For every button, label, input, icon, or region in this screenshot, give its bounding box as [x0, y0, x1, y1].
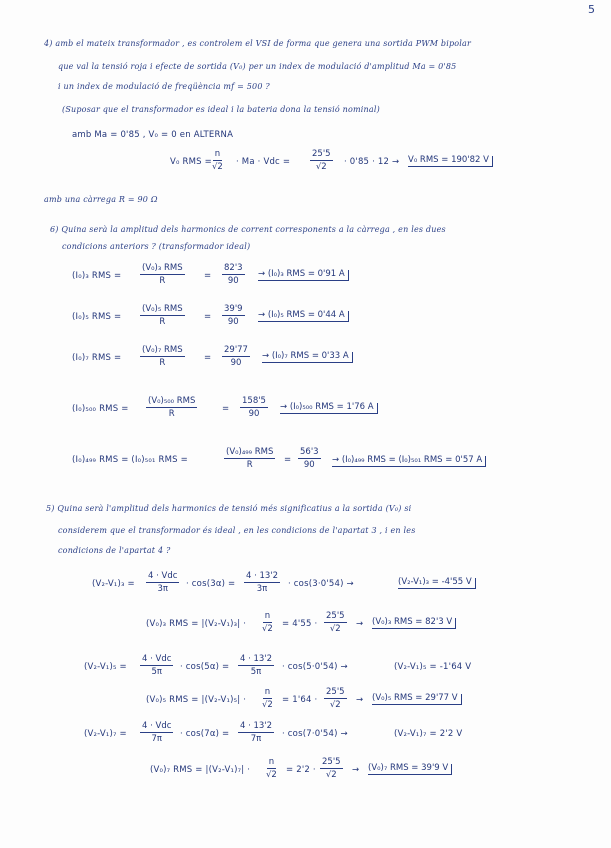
q5-row-3-num2: 25'5	[326, 687, 345, 697]
q4-result: V₀ RMS = 190'82 V	[408, 156, 493, 167]
q4-eq-frac2-den: √2	[315, 161, 327, 172]
q6-row-4-frac	[224, 448, 275, 469]
q6-row-0-den2: 90	[227, 275, 239, 286]
q6-row-3-den2: 90	[248, 408, 260, 419]
q5-row-0-num: 4 · Vdc	[148, 571, 178, 581]
q5-row-1-den: √2	[262, 623, 273, 634]
q5-row-0-num2: 4 · 13'2	[246, 571, 279, 581]
q6-row-2-den2: 90	[230, 357, 242, 368]
q5-row-0-frac2	[244, 572, 280, 593]
q6-row-2-den: R	[159, 357, 166, 368]
q5-row-3-result: (V₀)₅ RMS = 29'77 V	[372, 694, 462, 705]
q4-eq-frac1-den: √2	[212, 161, 223, 172]
q6-row-2-eq: =	[204, 353, 212, 363]
q4-eq-frac1-num: n	[214, 149, 221, 159]
q4-eq-rhs: · 0'85 · 12 →	[344, 157, 400, 167]
q6-row-1-num2: 39'9	[224, 304, 243, 314]
q6-row-0-frac	[140, 264, 185, 285]
q4-line-4: (Suposar que el transformador es ideal i la bateria dona la tensió nominal)	[62, 105, 380, 114]
q6-row-4-den: R	[246, 459, 253, 470]
q6-row-1-result: → (I₀)₅ RMS = 0'44 A	[258, 311, 349, 322]
q5-row-2-lhs: (V₂-V₁)₅ =	[84, 662, 127, 672]
q6-row-1-den: R	[159, 316, 166, 327]
q5-row-1-frac	[262, 612, 273, 633]
q6-row-3-frac	[146, 397, 197, 418]
q5-row-5-frac2	[320, 758, 343, 779]
q5-row-5-result: (V₀)₇ RMS = 39'9 V	[368, 764, 452, 775]
q6-row-4-frac2	[298, 448, 321, 469]
q5-row-3-den: √2	[262, 699, 273, 710]
q6-row-1-num: (V₀)₅ RMS	[142, 304, 183, 314]
q5-line-2: considerem que el transformador és ideal , en les condicions de l'apartat 3 , i en les	[58, 526, 416, 535]
q5-row-1-frac2	[324, 612, 347, 633]
q4-line-2: que val la tensió roja i efecte de sortida (V₀) per un index de modulació d'amplitud Ma = 0'85	[58, 62, 457, 71]
q5-row-0-result: (V₂-V₁)₃ = -4'55 V	[398, 578, 476, 589]
q5-row-5-mid: = 2'2 ·	[286, 765, 316, 775]
q5-row-0-frac	[146, 572, 179, 593]
q6-row-0-den: R	[159, 275, 166, 286]
q5-row-4-result: (V₂-V₁)₇ = 2'2 V	[394, 729, 463, 739]
q5-row-1-lhs: (V₀)₃ RMS = |(V₂-V₁)₃| ·	[146, 619, 247, 629]
q5-row-3-mid: = 1'64 ·	[282, 695, 318, 705]
q5-row-2-mid: · cos(5α) =	[180, 662, 230, 672]
q5-row-0-mid: · cos(3α) =	[186, 579, 236, 589]
q5-row-2-den: 5π	[151, 666, 162, 677]
q5-row-2-frac	[140, 655, 173, 676]
q6-row-0-num: (V₀)₃ RMS	[142, 263, 183, 273]
q6-row-2-frac2	[222, 346, 250, 367]
q5-row-4-frac2	[238, 722, 274, 743]
q6-row-3-num2: 158'5	[242, 396, 266, 406]
q5-row-5-den: √2	[266, 769, 277, 780]
q5-row-3-frac2	[324, 688, 347, 709]
q6-row-0-eq: =	[204, 271, 212, 281]
q5-row-2-frac2	[238, 655, 274, 676]
q5-row-4-frac	[140, 722, 173, 743]
q5-row-5-rest: →	[352, 765, 360, 775]
q5-row-4-den: 7π	[151, 733, 162, 744]
q6-row-0-frac2	[222, 264, 245, 285]
q5-row-5-den2: √2	[325, 769, 337, 780]
q5-row-2-den2: 5π	[250, 666, 262, 677]
q5-row-4-lhs: (V₂-V₁)₇ =	[84, 729, 127, 739]
q5-row-3-frac	[262, 688, 273, 709]
q5-row-1-num: n	[264, 611, 271, 621]
q6-row-2-frac	[140, 346, 185, 367]
q6-row-0-num2: 82'3	[224, 263, 243, 273]
q5-row-1-result: (V₀)₃ RMS = 82'3 V	[372, 618, 456, 629]
q5-row-0-rest: · cos(3·0'54) →	[288, 579, 354, 589]
q5-row-5-num: n	[268, 757, 275, 767]
q6-row-3-eq: =	[222, 404, 230, 414]
q6-row-0-result: → (I₀)₃ RMS = 0'91 A	[258, 270, 349, 281]
q6-row-3-frac2	[240, 397, 268, 418]
q6-row-3-den: R	[168, 408, 175, 419]
q5-row-2-num: 4 · Vdc	[142, 654, 172, 664]
q6-row-4-den2: 90	[303, 459, 315, 470]
page-number: 5	[588, 3, 595, 16]
q6-row-1-lhs: (I₀)₅ RMS =	[72, 312, 122, 322]
q5-line-3: condicions de l'apartat 4 ?	[58, 546, 171, 555]
q5-row-0-den: 3π	[157, 583, 168, 594]
q4-given: amb Ma = 0'85 , V₀ = 0 en ALTERNA	[72, 130, 234, 140]
q6-row-2-num: (V₀)₇ RMS	[142, 345, 183, 355]
q6-line-1: 6) Quina serà la amplitud dels harmonics de corrent corresponents a la càrrega , en les dues	[50, 225, 446, 234]
q4-eq-lhs: V₀ RMS =	[170, 157, 212, 167]
q5-row-5-frac	[266, 758, 277, 779]
q6-row-2-num2: 29'77	[224, 345, 248, 355]
q4-eq-mid: · Ma · Vdc =	[236, 157, 291, 167]
q5-row-5-num2: 25'5	[322, 757, 341, 767]
q5-line-1: 5) Quina serà l'amplitud dels harmonics de tensió més significatius a la sortida (V₀) si	[46, 504, 412, 513]
q4-eq-frac1	[212, 150, 223, 171]
q6-row-2-lhs: (I₀)₇ RMS =	[72, 353, 122, 363]
q5-row-4-num: 4 · Vdc	[142, 721, 172, 731]
q6-row-1-eq: =	[204, 312, 212, 322]
q6-row-3-num: (V₀)₅₀₀ RMS	[148, 396, 196, 406]
q5-row-5-lhs: (V₀)₇ RMS = |(V₂-V₁)₇| ·	[150, 765, 251, 775]
q5-row-3-lhs: (V₀)₅ RMS = |(V₂-V₁)₅| ·	[146, 695, 247, 705]
q5-row-2-result: (V₂-V₁)₅ = -1'64 V	[394, 662, 472, 672]
q4-eq-frac2	[310, 150, 333, 171]
q5-row-0-lhs: (V₂-V₁)₃ =	[92, 579, 135, 589]
q5-row-3-den2: √2	[329, 699, 341, 710]
q6-row-4-num2: 56'3	[300, 447, 319, 457]
q4-eq-frac2-num: 25'5	[312, 149, 331, 159]
q5-row-1-rest: →	[356, 619, 364, 629]
q5-row-1-mid: = 4'55 ·	[282, 619, 318, 629]
q4-line-1: 4) amb el mateix transformador , es controlem el VSI de forma que genera una sortida PWM bipolar	[44, 39, 472, 48]
q6-row-3-lhs: (I₀)₅₀₀ RMS =	[72, 404, 129, 414]
q5-row-4-mid: · cos(7α) =	[180, 729, 230, 739]
q6-row-0-lhs: (I₀)₃ RMS =	[72, 271, 122, 281]
q4-line-3: i un index de modulació de freqüència mf = 500 ?	[58, 82, 270, 91]
q6-row-1-den2: 90	[227, 316, 239, 327]
q6-line-2: condicions anteriors ? (transformador ideal)	[62, 242, 251, 251]
q5-row-1-den2: √2	[329, 623, 341, 634]
q6-row-4-lhs: (I₀)₄₉₉ RMS = (I₀)₅₀₁ RMS =	[72, 455, 188, 465]
q6-row-4-eq: =	[284, 455, 292, 465]
load-line: amb una càrrega R = 90 Ω	[44, 195, 158, 204]
q5-row-4-den2: 7π	[250, 733, 262, 744]
q5-row-2-num2: 4 · 13'2	[240, 654, 273, 664]
q5-row-2-rest: · cos(5·0'54) →	[282, 662, 348, 672]
q5-row-4-rest: · cos(7·0'54) →	[282, 729, 348, 739]
q5-row-3-num: n	[264, 687, 271, 697]
q6-row-1-frac	[140, 305, 185, 326]
q5-row-4-num2: 4 · 13'2	[240, 721, 273, 731]
q6-row-1-frac2	[222, 305, 245, 326]
q5-row-3-rest: →	[356, 695, 364, 705]
q6-row-4-result: → (I₀)₄₉₉ RMS = (I₀)₅₀₁ RMS = 0'57 A	[332, 456, 486, 467]
q6-row-2-result: → (I₀)₇ RMS = 0'33 A	[262, 352, 353, 363]
q6-row-4-num: (V₀)₄₉₉ RMS	[226, 447, 274, 457]
q5-row-1-num2: 25'5	[326, 611, 345, 621]
q6-row-3-result: → (I₀)₅₀₀ RMS = 1'76 A	[280, 403, 378, 414]
q5-row-0-den2: 3π	[256, 583, 268, 594]
